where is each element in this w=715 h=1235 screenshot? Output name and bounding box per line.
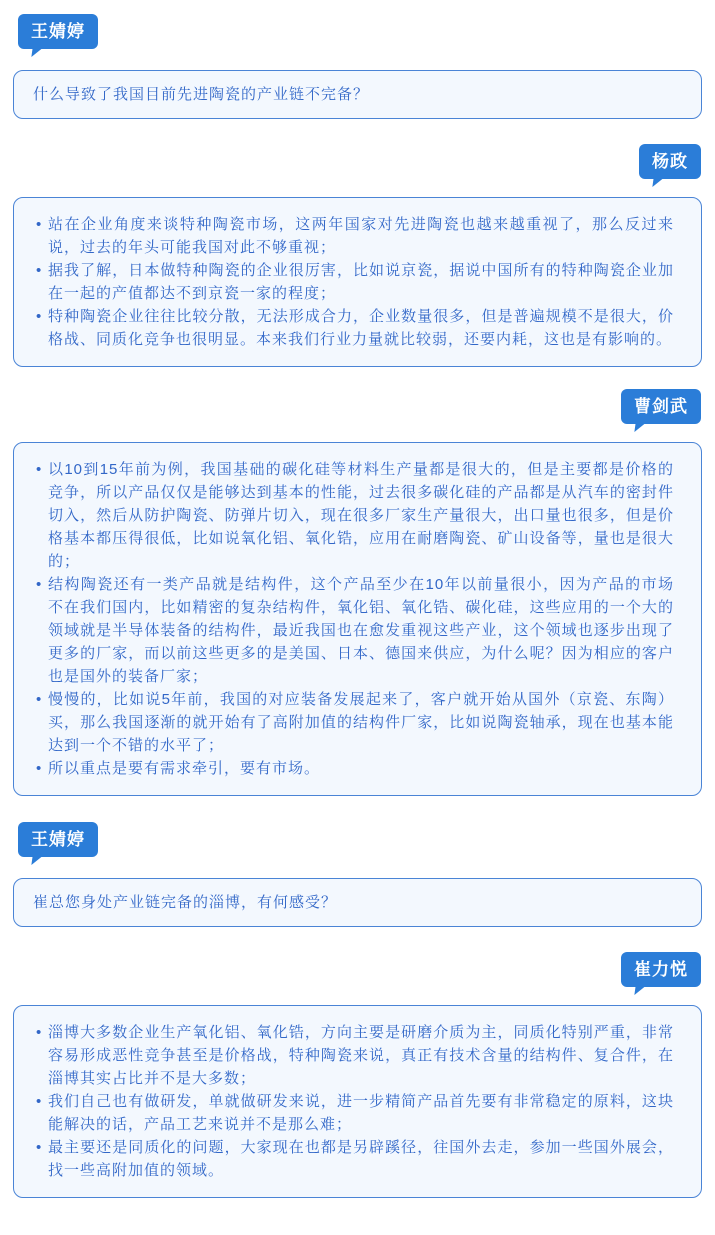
speaker-badge (621, 389, 701, 432)
answer-bubble (13, 197, 702, 367)
bullet-item: • 据我了解，日本做特种陶瓷的企业很厉害，比如说京瓷，据说中国所有的特种陶瓷企业加在一起的产值都达不到京瓷一家的程度； (48, 259, 674, 305)
speaker-badge-row (13, 952, 702, 995)
question-bubble (13, 70, 702, 119)
bullet-item: • 站在企业角度来谈特种陶瓷市场，这两年国家对先进陶瓷也越来越重视了，那么反过来说，过去的年头可能我国对此不够重视； (48, 213, 674, 259)
speaker-name: 杨政 (639, 144, 701, 179)
speaker-badge-row (13, 822, 702, 865)
bullet-item: • 以10到15年前为例，我国基础的碳化硅等材料生产量都是很大的，但是主要都是价格的竞争，所以产品仅仅是能够达到基本的性能，过去很多碳化硅的产品都是从汽车的密封件切入，然后从防护陶瓷、防弹片切入，现在很多厂家生产量很大，出口量也很多，但是价格基本都压得很低，比如说氧化铝、氧化锆，应用在耐磨陶瓷、矿山设备等，量也是很大的； (48, 458, 674, 573)
bullet-item: • 结构陶瓷还有一类产品就是结构件，这个产品至少在10年以前量很小，因为产品的市场不在我们国内，比如精密的复杂结构件，氧化铝、氧化锆、碳化硅，这些应用的一个大的领域就是半导体装备的结构件，最近我国也在愈发重视这些产业，这个领域也逐步出现了更多的厂家，而以前这些更多的是美国、日本、德国来供应，为什么呢？因为相应的客户也是国外的装备厂家； (48, 573, 674, 688)
bullet-item: • 我们自己也有做研发，单就做研发来说，进一步精简产品首先要有非常稳定的原料，这块能解决的话，产品工艺来说并不是那么难； (48, 1090, 674, 1136)
answer-bubble (13, 1005, 702, 1198)
speaker-badge-row (13, 389, 702, 432)
bullet-item: • 所以重点是要有需求牵引，要有市场。 (48, 757, 674, 780)
speaker-name: 王婧婷 (18, 14, 98, 49)
speaker-badge (18, 822, 98, 865)
badge-tail-icon (634, 423, 645, 432)
speaker-badge-row (13, 144, 702, 187)
speaker-badge (621, 952, 701, 995)
question-text: 崔总您身处产业链完备的淄博，有何感受？ (33, 894, 338, 911)
speaker-name: 崔力悦 (621, 952, 701, 987)
badge-tail-icon (634, 986, 645, 995)
bullet-item: • 特种陶瓷企业往往比较分散，无法形成合力，企业数量很多，但是普遍规模不是很大，价格战、同质化竞争也很明显。本来我们行业力量就比较弱，还要内耗，这也是有影响的。 (48, 305, 674, 351)
speaker-badge-row (13, 14, 702, 57)
badge-tail-icon (652, 178, 663, 187)
speaker-badge (18, 14, 98, 57)
answer-bubble (13, 442, 702, 796)
answer-bullet-list (48, 1021, 674, 1182)
speaker-name: 曹剑武 (621, 389, 701, 424)
bullet-item: • 慢慢的，比如说5年前，我国的对应装备发展起来了，客户就开始从国外（京瓷、东陶）买，那么我国逐渐的就开始有了高附加值的结构件厂家，比如说陶瓷轴承，现在也基本能达到一个不错的水平了； (48, 688, 674, 757)
chat-turn (13, 14, 702, 119)
speaker-name: 王婧婷 (18, 822, 98, 857)
badge-tail-icon (31, 48, 42, 57)
question-text: 什么导致了我国目前先进陶瓷的产业链不完备？ (33, 86, 370, 103)
answer-bullet-list (48, 213, 674, 351)
chat-turn (13, 822, 702, 927)
chat-turn (13, 389, 702, 796)
answer-bullet-list (48, 458, 674, 780)
chat-turn (13, 144, 702, 367)
badge-tail-icon (31, 856, 42, 865)
question-bubble (13, 878, 702, 927)
chat-turn (13, 952, 702, 1198)
bullet-item: • 最主要还是同质化的问题，大家现在也都是另辟蹊径，往国外去走，参加一些国外展会，找一些高附加值的领域。 (48, 1136, 674, 1182)
bullet-item: • 淄博大多数企业生产氧化铝、氧化锆，方向主要是研磨介质为主，同质化特别严重，非常容易形成恶性竞争甚至是价格战，特种陶瓷来说，真正有技术含量的结构件、复合件，在淄博其实占比并不是大多数； (48, 1021, 674, 1090)
speaker-badge (639, 144, 701, 187)
